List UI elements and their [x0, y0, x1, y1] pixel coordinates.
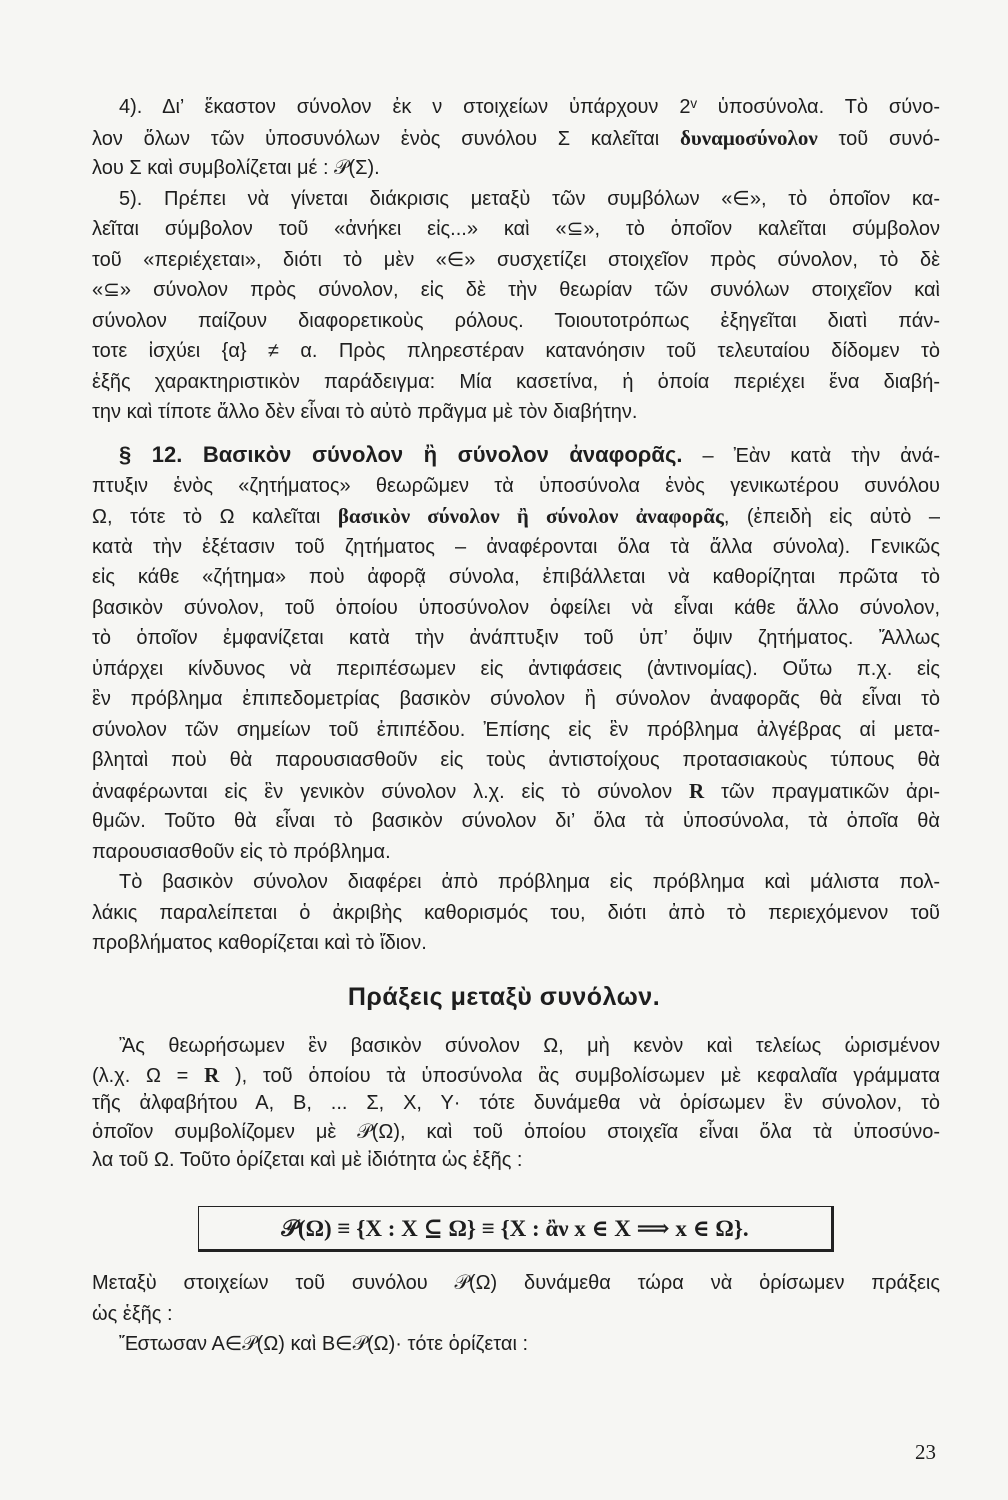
text-run: τῶν πραγματικῶν ἀρι- — [704, 780, 941, 803]
text-run: προβλήματος καθορίζεται καὶ τὸ ἴδιον. — [92, 932, 427, 954]
text-run: «⊆» σύνολον πρὸς σύνολον, εἰς δὲ τὴν θεωρίαν τῶν συνόλων στοιχεῖον καὶ — [92, 279, 940, 301]
boxed-formula: 𝒫(Ω) ≡ {X : X ⊆ Ω} ≡ {X : ἂν x ∈ X ⟹ x ∈ Ω}. — [198, 1206, 834, 1252]
text-line — [92, 654, 940, 685]
text-run: τῆς ἀλφαβήτου Α, Β, ... Σ, Χ, Υ· τότε δυνάμεθα νὰ ὁρίσωμεν ἓν σύνολον, τὸ — [92, 1092, 940, 1115]
text-block-section-12 — [92, 440, 940, 959]
text-run: Μεταξὺ στοιχείων τοῦ συνόλου 𝒫(Ω) δυνάμεθα τώρα νὰ ὁρίσωμεν πράξεις — [92, 1272, 940, 1294]
text-run: – Ἐὰν κατὰ τὴν ἀνά- — [682, 445, 940, 467]
text-run: κατὰ τὴν ἐξέτασιν τοῦ ζητήματος – ἀναφέρονται ὅλα τὰ ἄλλα σύνολα). Γενικῶς — [92, 535, 940, 558]
text-line — [92, 1089, 940, 1118]
text-run: τοτε ἰσχύει {α} ≠ α. Πρὸς πληρεστέραν κατανόησιν τοῦ τελευταίου δίδομεν τὸ — [92, 340, 940, 362]
text-line — [92, 336, 940, 367]
text-line — [92, 1118, 940, 1147]
text-run: σύνολον τῶν σημείων τοῦ ἐπιπέδου. Ἐπίσης εἰς ἓν πρόβλημα ἀλγέβρας αἱ μετα- — [92, 718, 940, 741]
text-run: τοῦ συνό- — [817, 127, 941, 150]
bold-term: δυναμοσύνολον — [680, 125, 818, 150]
text-run: βασικὸν σύνολον, τοῦ ὁποίου ὑποσύνολον ὀφείλει νὰ εἶναι κάθε ἄλλο σύνολον, — [92, 596, 940, 619]
text-run: ὑπάρχει κίνδυνος νὰ περιπέσωμεν εἰς ἀντιφάσεις (ἀντινομίας). Οὕτω π.χ. εἰς — [92, 657, 940, 680]
text-line — [92, 867, 940, 898]
text-run: την καὶ τίποτε ἄλλο δὲν εἶναι τὸ αὐτὸ πρᾶγμα μὲ τὸν διαβήτην. — [92, 401, 638, 423]
text-line — [92, 214, 940, 245]
text-run: παρουσιασθοῦν εἰς τὸ πρόβλημα. — [92, 840, 391, 863]
text-run: πτυξιν ἑνὸς «ζητήματος» θεωρῶμεν τὰ ὑποσύνολα ἑνὸς γενικωτέρου συνόλου — [92, 474, 940, 497]
paragraph-basic-set — [92, 867, 940, 959]
text-run: τοῦ «περιέχεται», διότι τὸ μὲν «∈» συσχετίζει στοιχεῖον πρὸς σύνολον, τὸ δὲ — [92, 248, 940, 271]
text-line — [92, 123, 940, 154]
text-line — [92, 1299, 940, 1330]
text-block-operations — [92, 1268, 940, 1360]
text-line — [92, 562, 940, 593]
text-line — [92, 532, 940, 563]
text-block-definitions — [92, 92, 940, 428]
text-run: σύνολον παίζουν διαφορετικοὺς ρόλους. Τοιουτοτρόπως ἐξηγεῖται διατὶ πάν- — [92, 309, 940, 332]
text-run: (λ.χ. Ω = — [92, 1064, 205, 1087]
text-run: ), τοῦ ὁποίου τὰ ὑποσύνολα ἂς συμβολίσωμεν μὲ κεφαλαῖα γράμματα — [219, 1064, 940, 1087]
text-run: τὸ ὁποῖον ἐμφανίζεται κατὰ τὴν ἀνάπτυξιν τοῦ ὑπ’ ὄψιν ζητήματος. Ἄλλως — [92, 627, 940, 649]
text-line — [92, 245, 940, 276]
text-run: λεῖται σύμβολον τοῦ «ἀνήκει εἰς...» καὶ «⊆», τὸ ὁποῖον καλεῖται σύμβολον — [92, 218, 940, 240]
text-line — [92, 745, 940, 776]
text-line — [92, 715, 940, 746]
text-line — [92, 593, 940, 624]
paragraph-5 — [92, 184, 940, 428]
text-line — [92, 501, 940, 532]
text-line — [92, 275, 940, 306]
text-run: λον ὅλων τῶν ὑποσυνόλων ἑνὸς συνόλου Σ καλεῖται — [92, 127, 680, 150]
text-line — [92, 623, 940, 654]
text-line — [92, 1032, 940, 1061]
text-line — [92, 397, 940, 428]
text-run: λάκις παραλείπεται ὁ ἀκριβὴς καθορισμός του, διότι ἀπὸ τὸ περιεχόμενον τοῦ — [92, 901, 940, 924]
text-run: Ω, τότε τὸ Ω καλεῖται — [92, 506, 338, 528]
text-line — [92, 684, 940, 715]
text-run: 5). Πρέπει νὰ γίνεται διάκρισις μεταξὺ τῶν συμβόλων «∈», τὸ ὁποῖον κα- — [119, 187, 940, 210]
text-line — [92, 837, 940, 868]
text-run: ἓν πρόβλημα ἐπιπεδομετρίας βασικὸν σύνολον ἢ σύνολον ἀναφορᾶς θὰ εἶναι τὸ — [92, 688, 940, 710]
section-heading: Πράξεις μεταξὺ συνόλων. — [347, 983, 661, 1011]
paragraph-let — [92, 1329, 940, 1360]
text-line — [92, 1146, 940, 1175]
text-line — [92, 1061, 940, 1090]
text-block-intro — [92, 1032, 940, 1175]
text-line — [92, 184, 940, 215]
text-run: Ἂς θεωρήσωμεν ἓν βασικὸν σύνολον Ω, μὴ κενὸν καὶ τελείως ὡρισμένον — [119, 1035, 940, 1057]
text-line — [92, 776, 940, 807]
text-run: θμῶν. Τοῦτο θὰ εἶναι τὸ βασικὸν σύνολον δι’ ὅλα τὰ ὑποσύνολα, τὰ ὁποῖα θὰ — [92, 810, 940, 832]
text-line — [92, 92, 940, 123]
bold-term: § 12. Βασικὸν σύνολον ἢ σύνολον ἀναφορᾶς. — [119, 442, 683, 467]
text-run: Τὸ βασικὸν σύνολον διαφέρει ἀπὸ πρόβλημα εἰς πρόβλημα καὶ μάλιστα πολ- — [119, 871, 940, 893]
text-line — [92, 153, 940, 184]
text-run: ἑξῆς χαρακτηριστικὸν παράδειγμα: Μία κασετίνα, ἡ ὁποία περιέχει ἕνα διαβή- — [92, 370, 940, 393]
text-run: βληταὶ ποὺ θὰ παρουσιασθοῦν εἰς τοὺς ἀντιστοίχους προτασιακοὺς τύπους θὰ — [92, 749, 940, 771]
text-line — [92, 928, 940, 959]
text-line — [92, 306, 940, 337]
text-line — [92, 440, 940, 471]
paragraph-section-12 — [92, 440, 940, 867]
page-number: 23 — [915, 1440, 936, 1464]
text-run: ὡς ἑξῆς : — [92, 1302, 173, 1325]
bold-term: R — [688, 778, 705, 803]
paragraph-intro — [92, 1032, 940, 1175]
text-run: λου Σ καὶ συμβολίζεται μέ : 𝒫(Σ). — [92, 157, 380, 179]
bold-term: βασικὸν σύνολον ἢ σύνολον ἀναφορᾶς — [337, 504, 724, 528]
text-run: λα τοῦ Ω. Τοῦτο ὁρίζεται καὶ μὲ ἰδιότητα ὡς ἑξῆς : — [92, 1149, 523, 1172]
text-line — [92, 898, 940, 929]
paragraph-operations — [92, 1268, 940, 1329]
text-line — [92, 471, 940, 502]
text-run: ὁποῖον συμβολίζομεν μὲ 𝒫(Ω), καὶ τοῦ ὁποίου στοιχεῖα εἶναι ὅλα τὰ ὑποσύνο- — [92, 1120, 940, 1143]
text-run: , (ἐπειδὴ εἰς αὐτὸ – — [723, 506, 941, 528]
text-run: εἰς κάθε «ζήτημα» ποὺ ἀφορᾷ σύνολα, ἐπιβάλλεται νὰ καθορίζηται πρῶτα τὸ — [92, 566, 940, 588]
bold-term: R — [204, 1062, 220, 1087]
text-line — [92, 806, 940, 837]
text-run: Ἔστωσαν Α∈𝒫(Ω) καὶ Β∈𝒫(Ω)· τότε ὁρίζεται : — [119, 1333, 529, 1355]
text-line — [92, 1329, 940, 1360]
text-line — [92, 1268, 940, 1299]
text-line — [92, 367, 940, 398]
text-run: 4). Δι’ ἕκαστον σύνολον ἐκ ν στοιχείων ὑπάρχουν 2ᵛ ὑποσύνολα. Τὸ σύνο- — [119, 96, 940, 118]
text-run: ἀναφέρωνται εἰς ἓν γενικὸν σύνολον λ.χ. εἰς τὸ σύνολον — [92, 780, 689, 803]
paragraph-4 — [92, 92, 940, 184]
